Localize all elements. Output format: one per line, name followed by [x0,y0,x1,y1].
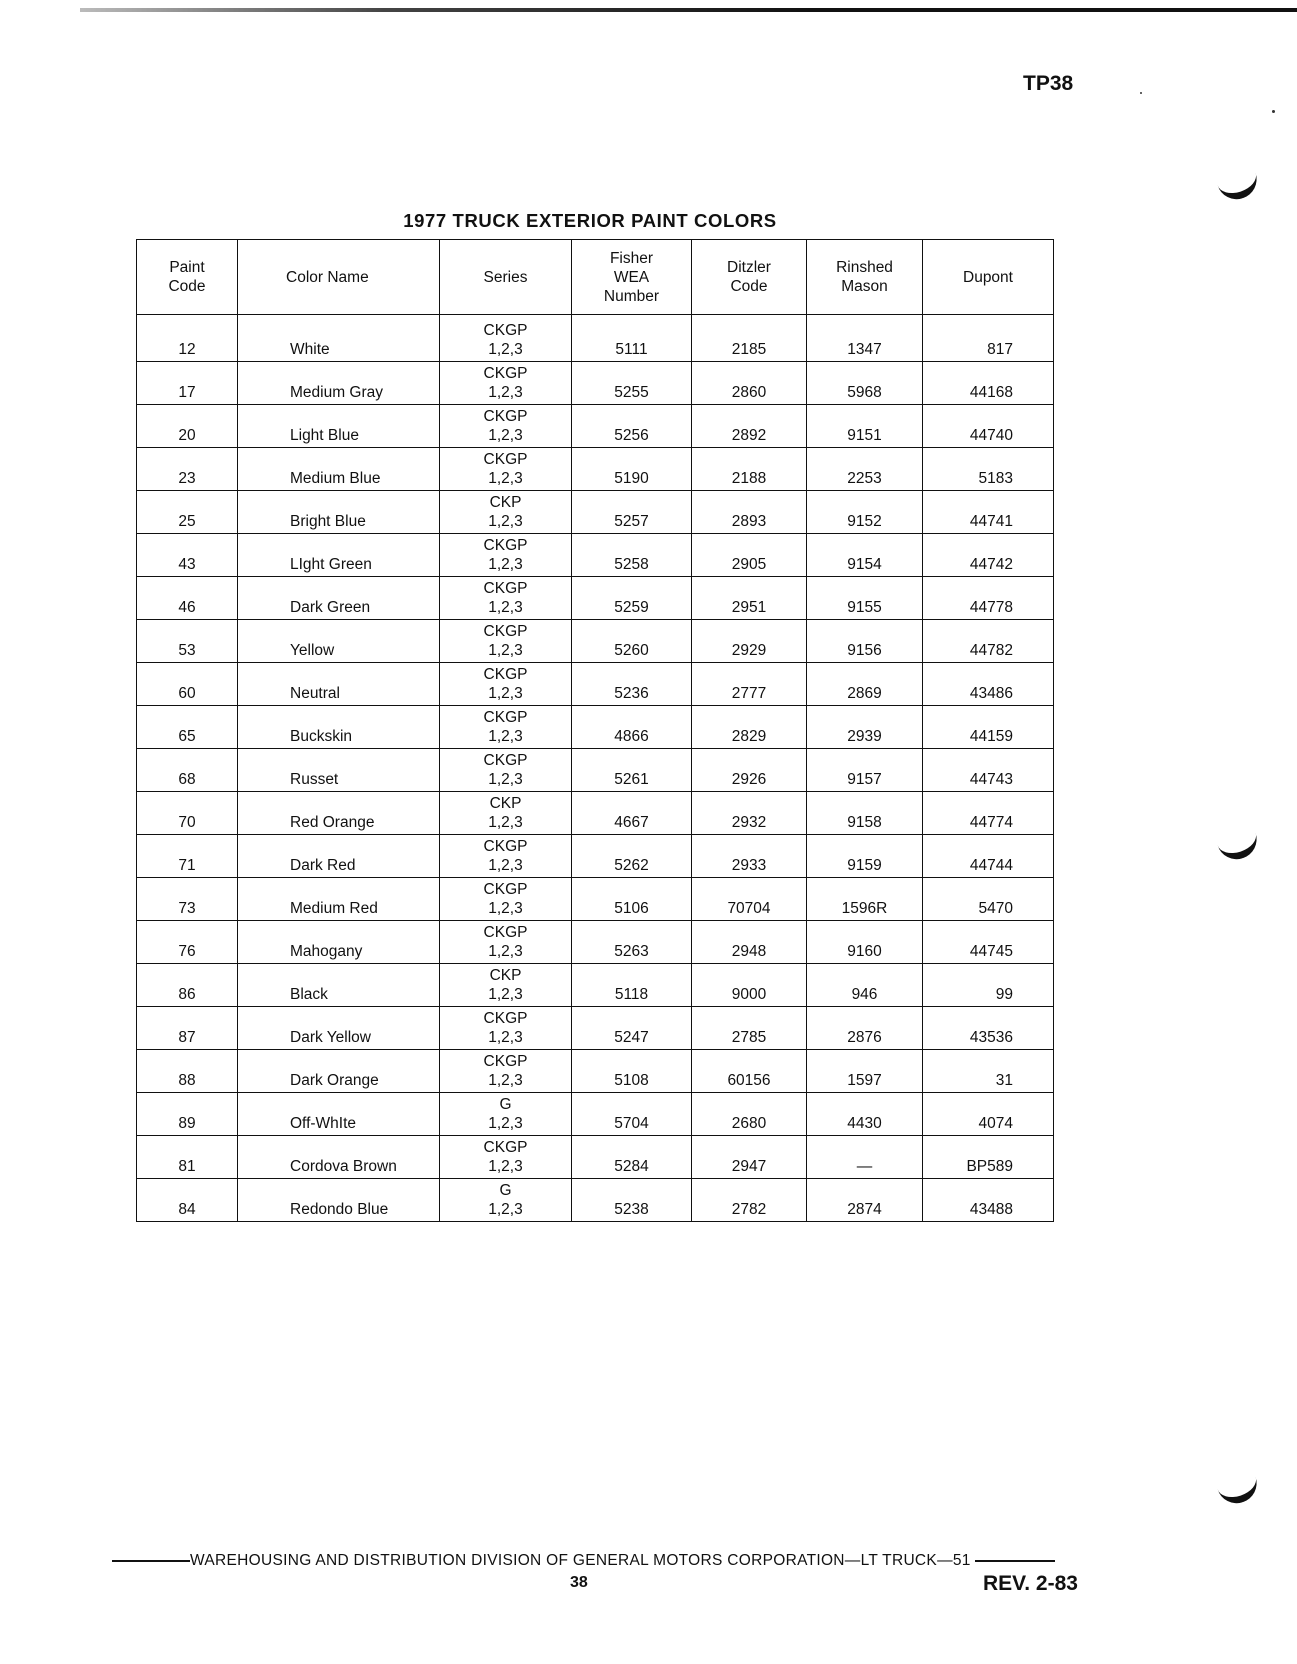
paint-code-cell: 87 [137,1007,238,1050]
dupont-cell: 44782 [923,620,1054,663]
paint-colors-table [136,239,1054,1222]
table-row [137,534,1054,577]
color-name-cell: Off-WhIte [238,1093,440,1136]
color-name-cell: Mahogany [238,921,440,964]
fisher-wea-number-cell: 5262 [572,835,692,878]
fisher-wea-number-cell: 5236 [572,663,692,706]
revision-label: REV. 2-83 [983,1572,1078,1595]
table-row [137,1093,1054,1136]
series-models: CKGP [483,408,528,425]
ditzler-code-cell: 2892 [692,405,807,448]
series-models: CKGP [483,752,528,769]
ditzler-code-cell: 2777 [692,663,807,706]
dupont-cell: 44744 [923,835,1054,878]
table-row [137,878,1054,921]
series-models: CKGP [483,365,528,382]
rinshed-mason-cell: 1347 [807,315,923,362]
series-models: CKGP [483,924,528,941]
series-tonnage: 1,2,3 [488,427,523,444]
series-models: CKGP [483,580,528,597]
paint-code-cell: 73 [137,878,238,921]
series-models: CKP [489,494,522,511]
paint-code-cell: 60 [137,663,238,706]
fisher-wea-number-cell: 5284 [572,1136,692,1179]
footer-division-line [112,1552,1072,1570]
paint-code-cell: 89 [137,1093,238,1136]
rinshed-mason-cell: 1596R [807,878,923,921]
table-row [137,1007,1054,1050]
ditzler-code-cell: 2947 [692,1136,807,1179]
color-name-cell: Buckskin [238,706,440,749]
color-name-cell: Light Blue [238,405,440,448]
series-tonnage: 1,2,3 [488,642,523,659]
series-cell [440,964,572,1007]
series-models: G [499,1182,512,1199]
series-cell [440,534,572,577]
paint-code-cell: 84 [137,1179,238,1222]
dupont-cell: 817 [923,315,1054,362]
table-row [137,405,1054,448]
series-tonnage: 1,2,3 [488,1029,523,1046]
rinshed-mason-cell: 9157 [807,749,923,792]
table-row [137,620,1054,663]
ditzler-code-cell: 2926 [692,749,807,792]
table-row [137,749,1054,792]
dupont-cell: 44745 [923,921,1054,964]
fisher-wea-number-cell: 5258 [572,534,692,577]
page-number: 38 [570,1574,588,1591]
color-name-cell: Bright Blue [238,491,440,534]
fisher-wea-number-cell: 5263 [572,921,692,964]
table-row [137,921,1054,964]
fisher-wea-number-cell: 5260 [572,620,692,663]
fisher-wea-number-cell: 5238 [572,1179,692,1222]
dupont-cell: 44742 [923,534,1054,577]
dupont-cell: 99 [923,964,1054,1007]
paint-code-cell: 20 [137,405,238,448]
paint-code-cell: 65 [137,706,238,749]
table-row [137,577,1054,620]
paint-code-cell: 53 [137,620,238,663]
rinshed-mason-cell: 4430 [807,1093,923,1136]
series-cell [440,749,572,792]
series-cell [440,878,572,921]
ditzler-code-cell: 2188 [692,448,807,491]
series-tonnage: 1,2,3 [488,341,523,358]
rinshed-mason-cell: 9158 [807,792,923,835]
series-models: CKGP [483,709,528,726]
ditzler-code-cell: 2785 [692,1007,807,1050]
table-row [137,362,1054,405]
dupont-cell: 44740 [923,405,1054,448]
header-ditzler-code: Ditzler Code [692,240,807,315]
paint-code-cell: 68 [137,749,238,792]
series-models: CKP [489,795,522,812]
fisher-wea-number-cell: 4667 [572,792,692,835]
paint-code-cell: 76 [137,921,238,964]
rinshed-mason-cell: 946 [807,964,923,1007]
table-title: 1977 TRUCK EXTERIOR PAINT COLORS [403,210,777,231]
header-fisher-wea-number: Fisher WEA Number [572,240,692,315]
series-models: CKGP [483,838,528,855]
color-name-cell: Dark Orange [238,1050,440,1093]
table-row [137,1050,1054,1093]
series-cell [440,706,572,749]
rinshed-mason-cell: 9155 [807,577,923,620]
rinshed-mason-cell: 2939 [807,706,923,749]
color-name-cell: Dark Green [238,577,440,620]
rinshed-mason-cell: 2874 [807,1179,923,1222]
color-name-cell: Neutral [238,663,440,706]
color-name-cell: Medium Gray [238,362,440,405]
color-name-cell: Black [238,964,440,1007]
series-cell [440,315,572,362]
footer-division-text: WAREHOUSING AND DISTRIBUTION DIVISION OF GENERAL MOTORS CORPORATION—LT TRUCK—51 [190,1552,971,1569]
fisher-wea-number-cell: 4866 [572,706,692,749]
speck [1140,92,1142,94]
rinshed-mason-cell: 5968 [807,362,923,405]
series-cell [440,620,572,663]
series-tonnage: 1,2,3 [488,470,523,487]
table-row [137,491,1054,534]
series-models: CKGP [483,1139,528,1156]
fisher-wea-number-cell: 5261 [572,749,692,792]
series-tonnage: 1,2,3 [488,857,523,874]
series-tonnage: 1,2,3 [488,771,523,788]
rinshed-mason-cell: 9160 [807,921,923,964]
rinshed-mason-cell: 9156 [807,620,923,663]
ditzler-code-cell: 2933 [692,835,807,878]
ditzler-code-cell: 2860 [692,362,807,405]
dupont-cell: 44743 [923,749,1054,792]
table-row [137,1136,1054,1179]
fisher-wea-number-cell: 5118 [572,964,692,1007]
top-rule [80,8,1297,12]
paint-code-cell: 86 [137,964,238,1007]
series-cell [440,1136,572,1179]
fisher-wea-number-cell: 5259 [572,577,692,620]
dupont-cell: 31 [923,1050,1054,1093]
paint-code-cell: 25 [137,491,238,534]
ditzler-code-cell: 2948 [692,921,807,964]
color-name-cell: Red Orange [238,792,440,835]
ditzler-code-cell: 2829 [692,706,807,749]
series-cell [440,663,572,706]
series-cell [440,362,572,405]
dupont-cell: 43488 [923,1179,1054,1222]
dupont-cell: BP589 [923,1136,1054,1179]
table-row [137,448,1054,491]
binder-hole-mark [1214,163,1262,205]
series-cell [440,577,572,620]
color-name-cell: Redondo Blue [238,1179,440,1222]
series-cell [440,491,572,534]
series-tonnage: 1,2,3 [488,513,523,530]
color-name-cell: Medium Blue [238,448,440,491]
dupont-cell: 43536 [923,1007,1054,1050]
series-models: CKGP [483,623,528,640]
series-tonnage: 1,2,3 [488,384,523,401]
color-name-cell: Dark Yellow [238,1007,440,1050]
fisher-wea-number-cell: 5106 [572,878,692,921]
series-tonnage: 1,2,3 [488,1158,523,1175]
series-models: CKGP [483,666,528,683]
dupont-cell: 44774 [923,792,1054,835]
paint-code-cell: 23 [137,448,238,491]
series-tonnage: 1,2,3 [488,685,523,702]
rinshed-mason-cell: 2253 [807,448,923,491]
paint-code-cell: 46 [137,577,238,620]
fisher-wea-number-cell: 5111 [572,315,692,362]
ditzler-code-cell: 2680 [692,1093,807,1136]
paint-code-cell: 81 [137,1136,238,1179]
fisher-wea-number-cell: 5255 [572,362,692,405]
rinshed-mason-cell: 2876 [807,1007,923,1050]
dupont-cell: 5183 [923,448,1054,491]
rinshed-mason-cell: 2869 [807,663,923,706]
header-rinshed-mason: Rinshed Mason [807,240,923,315]
series-models: CKGP [483,537,528,554]
ditzler-code-cell: 2951 [692,577,807,620]
table-row [137,964,1054,1007]
table-row [137,663,1054,706]
dupont-cell: 44741 [923,491,1054,534]
series-models: CKGP [483,881,528,898]
dupont-cell: 44168 [923,362,1054,405]
fisher-wea-number-cell: 5256 [572,405,692,448]
ditzler-code-cell: 70704 [692,878,807,921]
ditzler-code-cell: 2905 [692,534,807,577]
series-models: CKGP [483,1053,528,1070]
series-cell [440,1050,572,1093]
series-tonnage: 1,2,3 [488,556,523,573]
rinshed-mason-cell: — [807,1136,923,1179]
table-row [137,1179,1054,1222]
series-tonnage: 1,2,3 [488,728,523,745]
series-cell [440,405,572,448]
footer-rule-left [112,1560,190,1562]
table-row [137,835,1054,878]
series-models: CKGP [483,1010,528,1027]
series-cell [440,921,572,964]
rinshed-mason-cell: 9154 [807,534,923,577]
color-name-cell: LIght Green [238,534,440,577]
dupont-cell: 5470 [923,878,1054,921]
series-cell [440,792,572,835]
fisher-wea-number-cell: 5108 [572,1050,692,1093]
page-code: TP38 [1023,72,1074,95]
color-name-cell: Russet [238,749,440,792]
table-body [137,315,1054,1222]
header-series: Series [440,240,572,315]
series-models: CKGP [483,322,528,339]
series-cell [440,1093,572,1136]
color-name-cell: Yellow [238,620,440,663]
series-models: CKGP [483,451,528,468]
dupont-cell: 44159 [923,706,1054,749]
table-row [137,792,1054,835]
fisher-wea-number-cell: 5247 [572,1007,692,1050]
paint-code-cell: 71 [137,835,238,878]
series-cell [440,835,572,878]
series-tonnage: 1,2,3 [488,1115,523,1132]
series-cell [440,448,572,491]
table-row [137,706,1054,749]
table-row [137,315,1054,362]
ditzler-code-cell: 2185 [692,315,807,362]
fisher-wea-number-cell: 5704 [572,1093,692,1136]
dupont-cell: 44778 [923,577,1054,620]
fisher-wea-number-cell: 5190 [572,448,692,491]
color-name-cell: Dark Red [238,835,440,878]
series-models: G [499,1096,512,1113]
series-tonnage: 1,2,3 [488,900,523,917]
paint-code-cell: 70 [137,792,238,835]
table-header-row [137,240,1054,315]
rinshed-mason-cell: 9151 [807,405,923,448]
rinshed-mason-cell: 9152 [807,491,923,534]
rinshed-mason-cell: 9159 [807,835,923,878]
speck [1272,110,1275,113]
header-dupont: Dupont [923,240,1054,315]
footer-rule-right [975,1560,1055,1562]
ditzler-code-cell: 9000 [692,964,807,1007]
fisher-wea-number-cell: 5257 [572,491,692,534]
header-paint-code: Paint Code [137,240,238,315]
paint-code-cell: 88 [137,1050,238,1093]
series-tonnage: 1,2,3 [488,599,523,616]
color-name-cell: Cordova Brown [238,1136,440,1179]
dupont-cell: 43486 [923,663,1054,706]
ditzler-code-cell: 2929 [692,620,807,663]
series-tonnage: 1,2,3 [488,943,523,960]
series-tonnage: 1,2,3 [488,1072,523,1089]
dupont-cell: 4074 [923,1093,1054,1136]
paint-code-cell: 17 [137,362,238,405]
series-cell [440,1007,572,1050]
color-name-cell: Medium Red [238,878,440,921]
header-color-name: Color Name [238,240,440,315]
series-tonnage: 1,2,3 [488,814,523,831]
ditzler-code-cell: 2932 [692,792,807,835]
ditzler-code-cell: 60156 [692,1050,807,1093]
ditzler-code-cell: 2782 [692,1179,807,1222]
ditzler-code-cell: 2893 [692,491,807,534]
paint-code-cell: 43 [137,534,238,577]
binder-hole-mark [1214,1467,1262,1509]
color-name-cell: White [238,315,440,362]
series-cell [440,1179,572,1222]
paint-code-cell: 12 [137,315,238,362]
series-tonnage: 1,2,3 [488,1201,523,1218]
rinshed-mason-cell: 1597 [807,1050,923,1093]
series-models: CKP [489,967,522,984]
binder-hole-mark [1214,823,1262,865]
series-tonnage: 1,2,3 [488,986,523,1003]
